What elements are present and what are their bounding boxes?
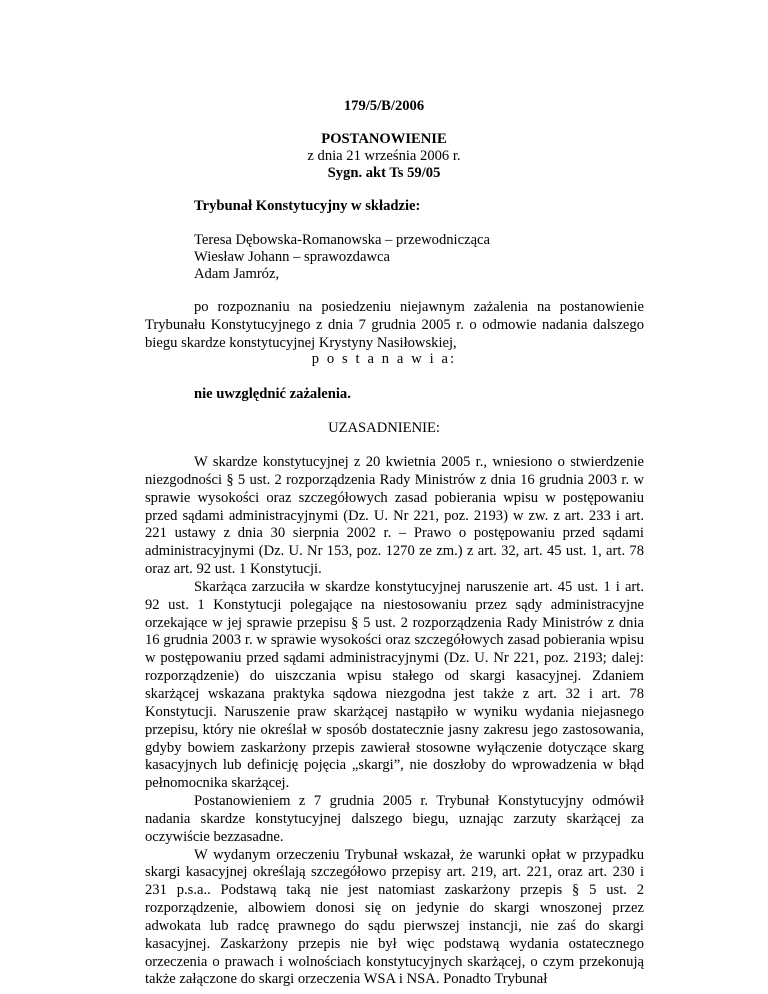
decision-word: p o s t a n a w i a: bbox=[311, 351, 457, 367]
justification-paragraph: W skardze konstytucyjnej z 20 kwietnia 2005 r., wniesiono o stwierdzenie niezgodności § 5 ust. 2 rozporządzenia Rady Ministrów z dnia 16 grudnia 2003 r. w sprawie wysokości oraz szczegółowych zasad pobierania wpisu w postępowaniu przed sądami administracyjnymi (Dz. U. Nr 221, poz. 2193) w zw. z art. 233 i art. 221 ustawy z dnia 30 sierpnia 2002 r. – Prawo o postępowaniu przed sądami administracyjnymi (Dz. U. Nr 153, poz. 1270 ze zm.) z art. 32, art. 45 ust. 1, art. 78 oraz art. 92 ust. 1 Konstytucji. bbox=[145, 454, 644, 578]
intro-paragraph bbox=[145, 299, 644, 353]
document-date: z dnia 21 września 2006 r. bbox=[307, 148, 461, 164]
composition-member: Wiesław Johann – sprawozdawca bbox=[194, 249, 390, 265]
justification-paragraph: Skarżąca zarzuciła w skardze konstytucyjnej naruszenie art. 45 ust. 1 i art. 92 ust. 1 Konstytucji polegające na niestosowaniu przez sądy administracyjne orzekające w jej sprawie przepisu § 5 ust. 2 rozporządzenia Rady Ministrów z dnia 16 grudnia 2003 r. w sprawie wysokości oraz szczegółowych zasad pobierania wpisu w postępowaniu przed sądami administracyjnymi (Dz. U. Nr 221, poz. 2193; dalej: rozporządzenie) do uiszczania wpisu stałego od skargi kasacyjnej. Zdaniem skarżącej wskazana praktyka sądowa niezgodna jest także z art. 32 i art. 78 Konstytucji. Naruszenie praw skarżącej nastąpiło w wyniku wydania niejasnego przepisu, który nie określał w sposób dostatecznie jasny zakresu jego zastosowania, gdyby bowiem zaskarżony przepis zawierał stosowne wyłączenie dotyczące skarg kasacyjnych lub definicję pojęcia „skargi”, nie doszłoby do wprowadzenia w błąd pełnomocnika skarżącej. bbox=[145, 578, 644, 792]
composition-member: Teresa Dębowska-Romanowska – przewodnicząca bbox=[194, 232, 491, 248]
justification-paragraph: W wydanym orzeczeniu Trybunał wskazał, że warunki opłat w przypadku skargi kasacyjnej określają szczegółowo przepisy art. 219, art. 221, oraz art. 230 i 231 p.s.a.. Podstawą taką nie jest natomiast zaskarżony przepis § 5 ust. 2 rozporządzenie, albowiem donosi się on jedynie do skargi wnoszonej przez adwokata lub radcę prawnego do sądu pierwszej instancji, nie zaś do skargi kasacyjnej. Zaskarżony przepis nie był więc podstawą wydania ostatecznego orzeczenia o prawach i wolnościach konstytucyjnych skarżącej, o czym przekonują także załączone do skargi orzeczenia WSA i NSA. Ponadto Trybunał bbox=[145, 846, 644, 988]
justification-body bbox=[145, 454, 644, 989]
composition-member: Adam Jamróz, bbox=[194, 266, 280, 282]
composition-heading: Trybunał Konstytucyjny w składzie: bbox=[194, 198, 421, 214]
intro-text: po rozpoznaniu na posiedzeniu niejawnym zażalenia na postanowienie Trybunału Konstytucyjnego z dnia 7 grudnia 2005 r. o odmowie nadania dalszego biegu skardze konstytucyjnej Krystyny Nasiłowskiej, bbox=[145, 299, 644, 351]
document-title: POSTANOWIENIE bbox=[321, 131, 447, 147]
ruling: nie uwzględnić zażalenia. bbox=[194, 386, 351, 402]
case-signature: Sygn. akt Ts 59/05 bbox=[327, 165, 441, 181]
justification-heading: UZASADNIENIE: bbox=[328, 420, 440, 436]
justification-paragraph: Postanowieniem z 7 grudnia 2005 r. Trybunał Konstytucyjny odmówił nadania skardze konstytucyjnej dalszego biegu, uznając zarzuty skarżącej za oczywiście bezzasadne. bbox=[145, 793, 644, 845]
document-reference: 179/5/B/2006 bbox=[343, 98, 425, 114]
